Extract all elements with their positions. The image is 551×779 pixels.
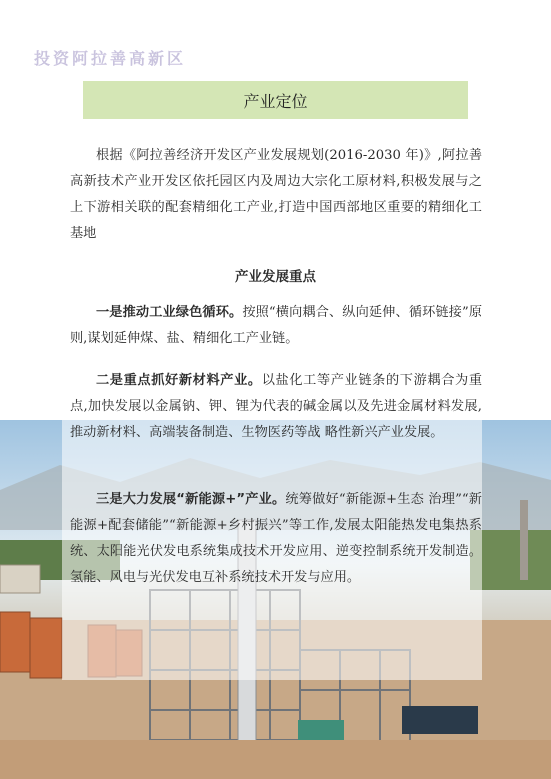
focus-item-2 xyxy=(70,368,482,446)
focus-item-3-text: 统筹做好“新能源+生态 治理”“新能源+配套储能”“新能源+乡村振兴”等工作,发展太阳能热发电集热系统、太阳能光伏发电系统集成技术开发应用、逆变控制系统开发制造。氢能、风电与光伏发电互补系统技术开发与应用。 xyxy=(70,492,482,585)
focus-heading: 产业发展重点 xyxy=(235,269,316,285)
focus-item-2-lead: 二是重点抓好新材料产业。 xyxy=(96,373,262,388)
section-banner xyxy=(83,81,468,119)
focus-item-1-lead: 一是推动工业绿色循环。 xyxy=(96,305,243,320)
section-title: 产业定位 xyxy=(243,91,308,111)
intro-paragraph: 根据《阿拉善经济开发区产业发展规划(2016-2030 年)》,阿拉善高新技术产业开发区依托园区内及周边大宗化工原材料,积极发展与之上下游相关联的配套精细化工产业,打造中国西部地区重要的精细化工基地 xyxy=(70,148,482,241)
focus-item-3-lead: 三是大力发展“新能源+”产业。 xyxy=(96,492,286,507)
focus-item-1 xyxy=(70,300,482,352)
focus-item-1-text: 按照“横向耦合、纵向延伸、循环链接”原则,谋划延伸煤、盐、精细化工产业链。 xyxy=(70,305,483,346)
focus-item-3 xyxy=(70,487,482,591)
focus-item-2-text: 以盐化工等产业链条的下游耦合为重点,加快发展以金属钠、钾、锂为代表的碱金属以及先进金属材料发展,推动新材料、高端装备制造、生物医药等战 略性新兴产业发展。 xyxy=(70,373,483,440)
header-title: 投资阿拉善高新区 xyxy=(34,49,187,68)
